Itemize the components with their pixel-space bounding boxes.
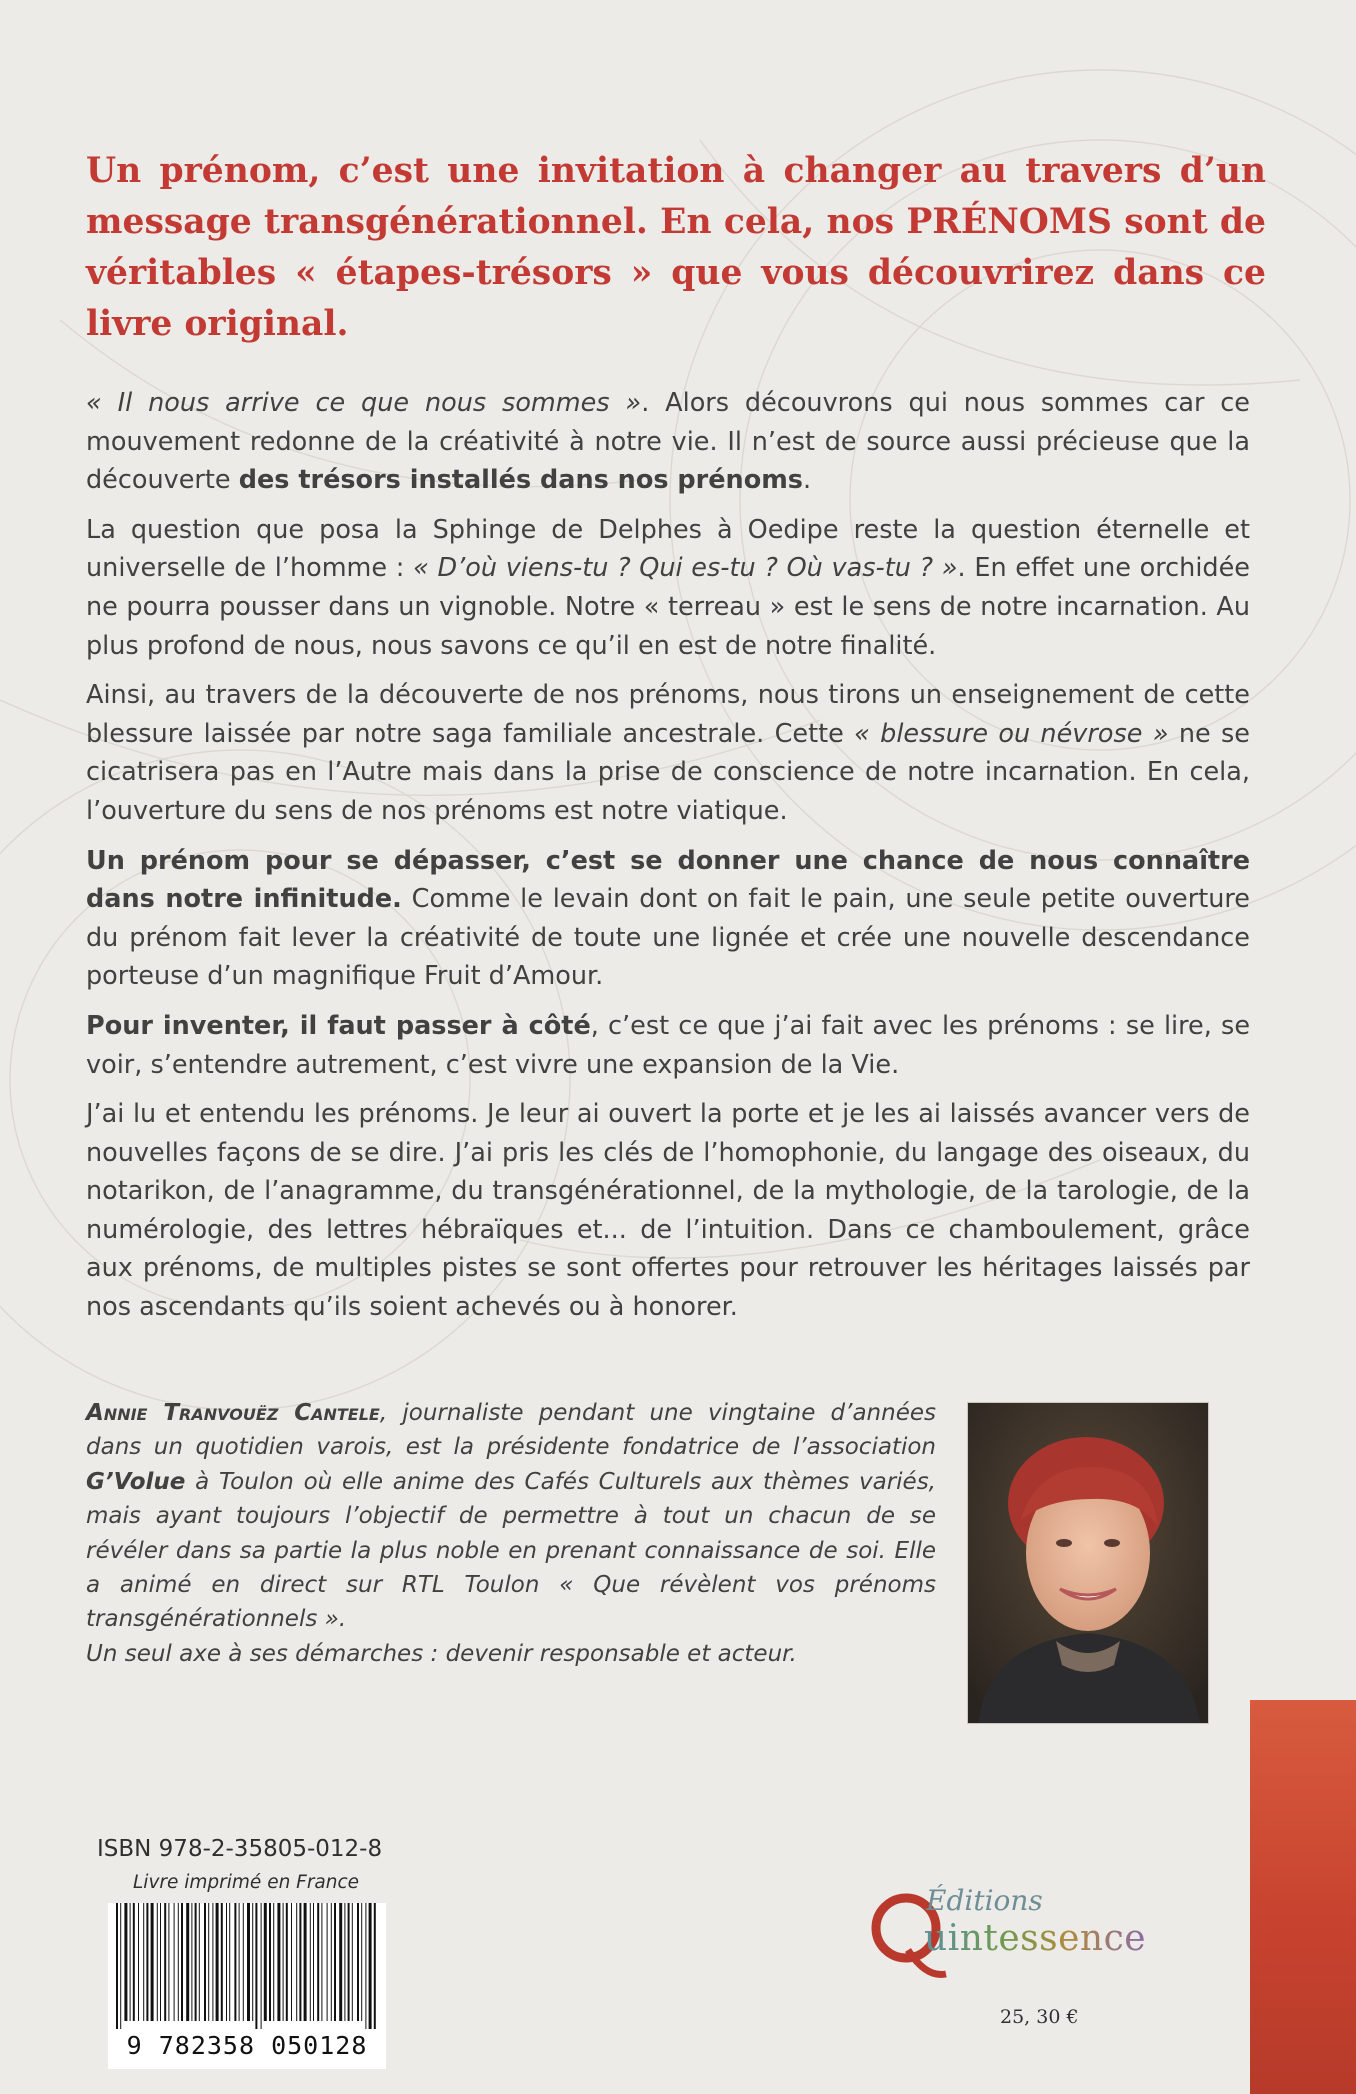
barcode-bar [186, 1903, 189, 2021]
barcode-bar [247, 1903, 250, 2021]
barcode-bar [277, 1903, 280, 2021]
barcode-bar [243, 1903, 244, 2021]
barcode-bar [138, 1903, 139, 2021]
barcode-bar [261, 1903, 262, 2029]
price: 25, 30 € [1000, 2006, 1079, 2028]
barcode-bar [313, 1903, 314, 2021]
barcode-bar [229, 1903, 230, 2021]
barcode-bar [252, 1903, 253, 2021]
barcode-bar [212, 1903, 213, 2021]
barcode [108, 1903, 386, 2069]
barcode-bar [286, 1903, 288, 2021]
barcode-bar [239, 1903, 240, 2021]
paragraph-1: « Il nous arrive ce que nous sommes ». Alors découvrons qui nous sommes car ce mouvement redonne de la créativité à notre vie. Il n’est de source aussi précieuse que la découverte des trésors installés dans nos prénoms. [86, 388, 1250, 496]
barcode-bar [124, 1903, 127, 2021]
barcode-bar [168, 1903, 169, 2021]
barcode-bar [296, 1903, 297, 2021]
headline: Un prénom, c’est une invitation à changer au travers d’un message transgénérationnel. En cela, nos PRÉNOMS sont de véritables « étapes-trésors » que vous découvrirez dans ce livre original. [86, 151, 1266, 344]
paragraph-2: La question que posa la Sphinge de Delphes à Oedipe reste la question éternelle et universelle de l’homme : « D’où viens-tu ? Qui es-tu ? Où vas-tu ? ». En effet une orchidée ne pourra pousser dans un vignoble. Notre « terreau » est le sens de notre incarnation. Au plus profond de nous, nous savons ce qu’il en est de notre finalité. [86, 514, 1250, 661]
barcode-bar [199, 1903, 200, 2021]
barcode-bar [321, 1903, 322, 2021]
barcode-bar [352, 1903, 353, 2021]
barcode-bar [120, 1903, 121, 2029]
barcode-bar [174, 1903, 175, 2021]
printed-in: Livre imprimé en France [133, 1872, 360, 1893]
barcode-bar [374, 1903, 376, 2029]
author-photo [968, 1403, 1208, 1723]
barcode-bar [178, 1903, 179, 2021]
barcode-bar [264, 1903, 267, 2021]
barcode-bar [291, 1903, 292, 2021]
barcode-bars [116, 1903, 378, 2029]
barcode-bar [327, 1903, 328, 2021]
barcode-bar [208, 1903, 209, 2021]
paragraph-6: J’ai lu et entendu les prénoms. Je leur ai ouvert la porte et je les ai laissés avancer vers de nouvelles façons de se dire. J’ai pris les clés de l’homophonie, du langage des oiseaux, du notarikon, de l’anagramme, du transgénérationnel, de la mythologie, de la tarologie, de la numérologie, des lettres hébraïques et... de l’intuition. Dans ce chamboulement, grâce aux prénoms, de multiples pistes se sont offertes pour retrouver les héritages laissés par nos ascendants qu’ils soient achevés ou à honorer. [86, 1099, 1250, 1323]
barcode-bar [361, 1903, 362, 2021]
barcode-bar [317, 1903, 319, 2021]
barcode-bar [331, 1903, 332, 2021]
isbn: ISBN 978-2-35805-012-8 [97, 1836, 383, 1862]
barcode-bar [344, 1903, 345, 2021]
barcode-bar [204, 1903, 206, 2021]
author-bio: Annie Tranvouëz Cantele, journaliste pendant une vingtaine d’années dans un quotidien varois, est la présidente fondatrice de l’association G’Volue à Toulon où elle anime des Cafés Culturels aux thèmes variés, mais ayant toujours l’objectif de permettre à tout un chacun de se révéler dans sa partie la plus noble en prenant connaissance de soi. Elle a animé en direct sur RTL Toulon « Que révèlent vos prénoms transgénérationnels ». Un seul axe à ses démarches : devenir responsable et acteur. [86, 1400, 936, 1667]
barcode-digits: 9 782358 050128 [126, 2031, 368, 2060]
barcode-bar [255, 1903, 257, 2029]
barcode-bar [221, 1903, 223, 2021]
barcode-bar [130, 1903, 131, 2021]
barcode-bar [334, 1903, 336, 2021]
barcode-bar [191, 1903, 192, 2021]
barcode-bar [369, 1903, 372, 2029]
barcode-bar [273, 1903, 274, 2021]
barcode-bar [283, 1903, 284, 2021]
paragraph-3: Ainsi, au travers de la découverte de nos prénoms, nous tirons un enseignement de cette blessure laissée par notre saga familiale ancestrale. Cette « blessure ou névrose » ne se cicatrisera pas en l’Autre mais dans la prise de conscience de notre incarnation. En cela, l’ouverture du sens de nos prénoms est notre viatique. [86, 680, 1250, 826]
barcode-bar [269, 1903, 271, 2021]
barcode-bar [365, 1903, 366, 2029]
barcode-bar [348, 1903, 350, 2021]
barcode-bar [226, 1903, 227, 2021]
barcode-bar [339, 1903, 342, 2021]
paragraph-5: Pour inventer, il faut passer à côté, c’est ce que j’ai fait avec les prénoms : se lire, se voir, s’entendre autrement, c’est vivre une expansion de la Vie. [86, 1010, 1251, 1080]
barcode-bar [357, 1903, 359, 2021]
barcode-bar [133, 1903, 135, 2021]
barcode-bar [160, 1903, 161, 2021]
back-cover-text [86, 384, 1250, 1338]
author-name: Annie Tranvouëz Cantele [86, 1400, 380, 1426]
barcode-bar [157, 1903, 158, 2021]
publisher-logo [868, 1878, 1230, 1988]
barcode-bar [299, 1903, 301, 2021]
publisher-line2: uintessence [924, 1918, 1147, 1959]
barcode-bar [304, 1903, 307, 2021]
barcode-bar [151, 1903, 154, 2021]
quote: « Il nous arrive ce que nous sommes » [86, 388, 642, 418]
barcode-bar [116, 1903, 118, 2029]
barcode-bar [234, 1903, 236, 2021]
barcode-bar [310, 1903, 311, 2021]
barcode-bar [216, 1903, 219, 2021]
barcode-bar [146, 1903, 148, 2021]
barcode-bar [195, 1903, 197, 2021]
publisher-line1: Éditions [926, 1884, 1043, 1917]
barcode-bar [164, 1903, 166, 2021]
paragraph-4: Un prénom pour se dépasser, c’est se donner une chance de nous connaître dans notre infinitude. Comme le levain dont on fait le pain, une seule petite ouverture du prénom fait lever la créativité de toute une lignée et crée une nouvelle descendance porteuse d’un magnifique Fruit d’Amour. [86, 845, 1250, 992]
red-side-strip [1250, 1700, 1356, 2094]
barcode-bar [143, 1903, 144, 2021]
barcode-bar [181, 1903, 183, 2021]
